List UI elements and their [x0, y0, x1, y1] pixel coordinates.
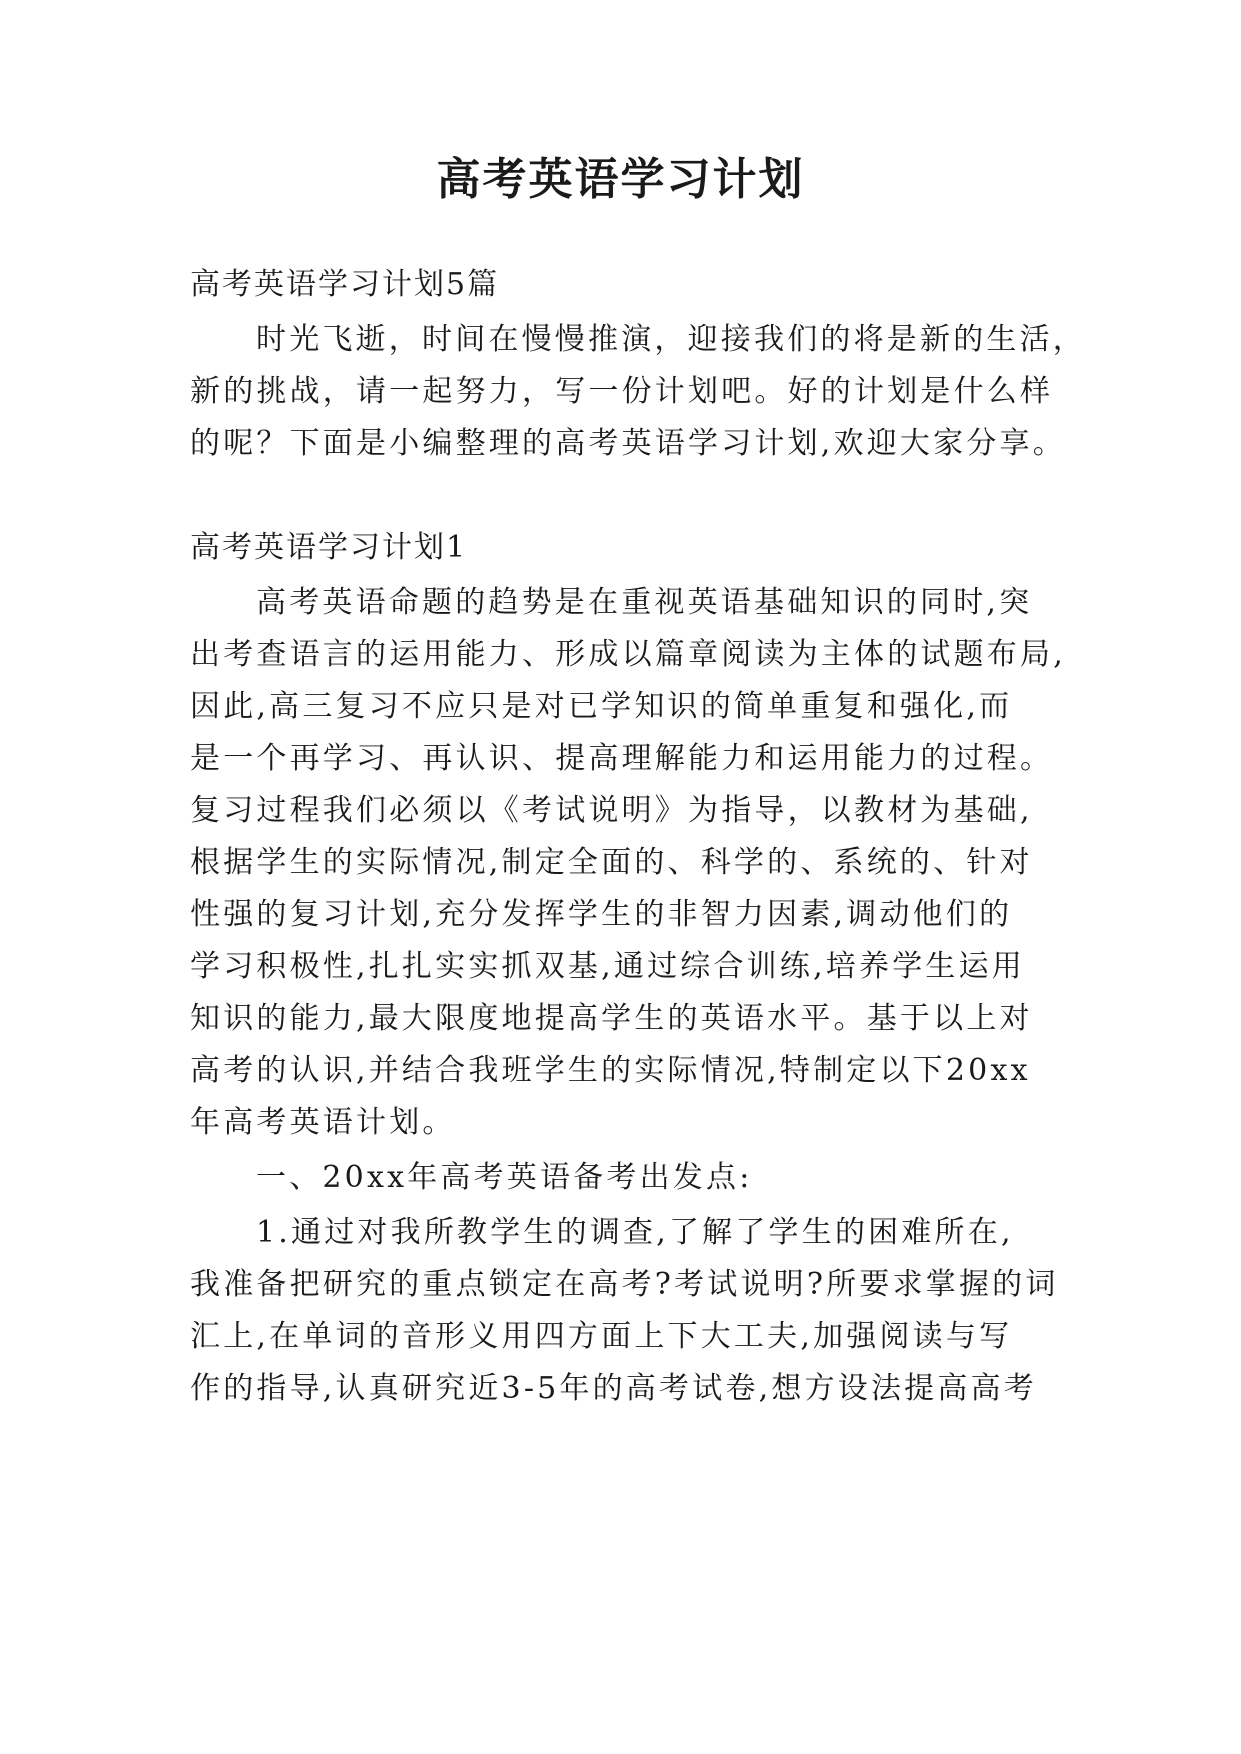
- section-1-line-6: 根据学生的实际情况,制定全面的、科学的、系统的、针对: [190, 845, 1033, 880]
- section-1-line-1: 高考英语命题的趋势是在重视英语基础知识的同时,突: [256, 585, 1033, 620]
- section-1-line-7: 性强的复习计划,充分发挥学生的非智力因素,调动他们的: [190, 897, 1013, 932]
- section-1-heading: 高考英语学习计划1: [190, 530, 468, 565]
- point-heading: 一、20xx年高考英语备考出发点:: [256, 1160, 753, 1195]
- intro-line-1: 时光飞逝，时间在慢慢推演，迎接我们的将是新的生活，: [256, 322, 1086, 357]
- section-1-line-2: 出考查语言的运用能力、形成以篇章阅读为主体的试题布局,: [190, 637, 1066, 672]
- point-1-line-4: 作的指导,认真研究近3-5年的高考试卷,想方设法提高高考: [190, 1371, 1037, 1406]
- section-1-line-8: 学习积极性,扎扎实实抓双基,通过综合训练,培养学生运用: [190, 949, 1026, 984]
- section-1-line-3: 因此,高三复习不应只是对已学知识的简单重复和强化,而: [190, 689, 1013, 724]
- intro-line-3: 的呢？下面是小编整理的高考英语学习计划,欢迎大家分享。: [190, 426, 1066, 461]
- section-1-line-11: 年高考英语计划。: [190, 1105, 456, 1140]
- section-1-line-9: 知识的能力,最大限度地提高学生的英语水平。基于以上对: [190, 1001, 1033, 1036]
- intro-line-2: 新的挑战，请一起努力，写一份计划吧。好的计划是什么样: [190, 374, 1054, 409]
- subtitle: 高考英语学习计划5篇: [190, 267, 500, 302]
- section-1-line-10: 高考的认识,并结合我班学生的实际情况,特制定以下20xx: [190, 1053, 1031, 1088]
- section-1-line-5: 复习过程我们必须以《考试说明》为指导，以教材为基础,: [190, 793, 1033, 828]
- document-title: 高考英语学习计划: [436, 154, 805, 205]
- section-1-line-4: 是一个再学习、再认识、提高理解能力和运用能力的过程。: [190, 741, 1054, 776]
- point-1-line-3: 汇上,在单词的音形义用四方面上下大工夫,加强阅读与写: [190, 1319, 1013, 1354]
- point-1-line-1: 1.通过对我所教学生的调查,了解了学生的困难所在,: [256, 1215, 1014, 1250]
- point-1-line-2: 我准备把研究的重点锁定在高考?考试说明?所要求掌握的词: [190, 1267, 1059, 1302]
